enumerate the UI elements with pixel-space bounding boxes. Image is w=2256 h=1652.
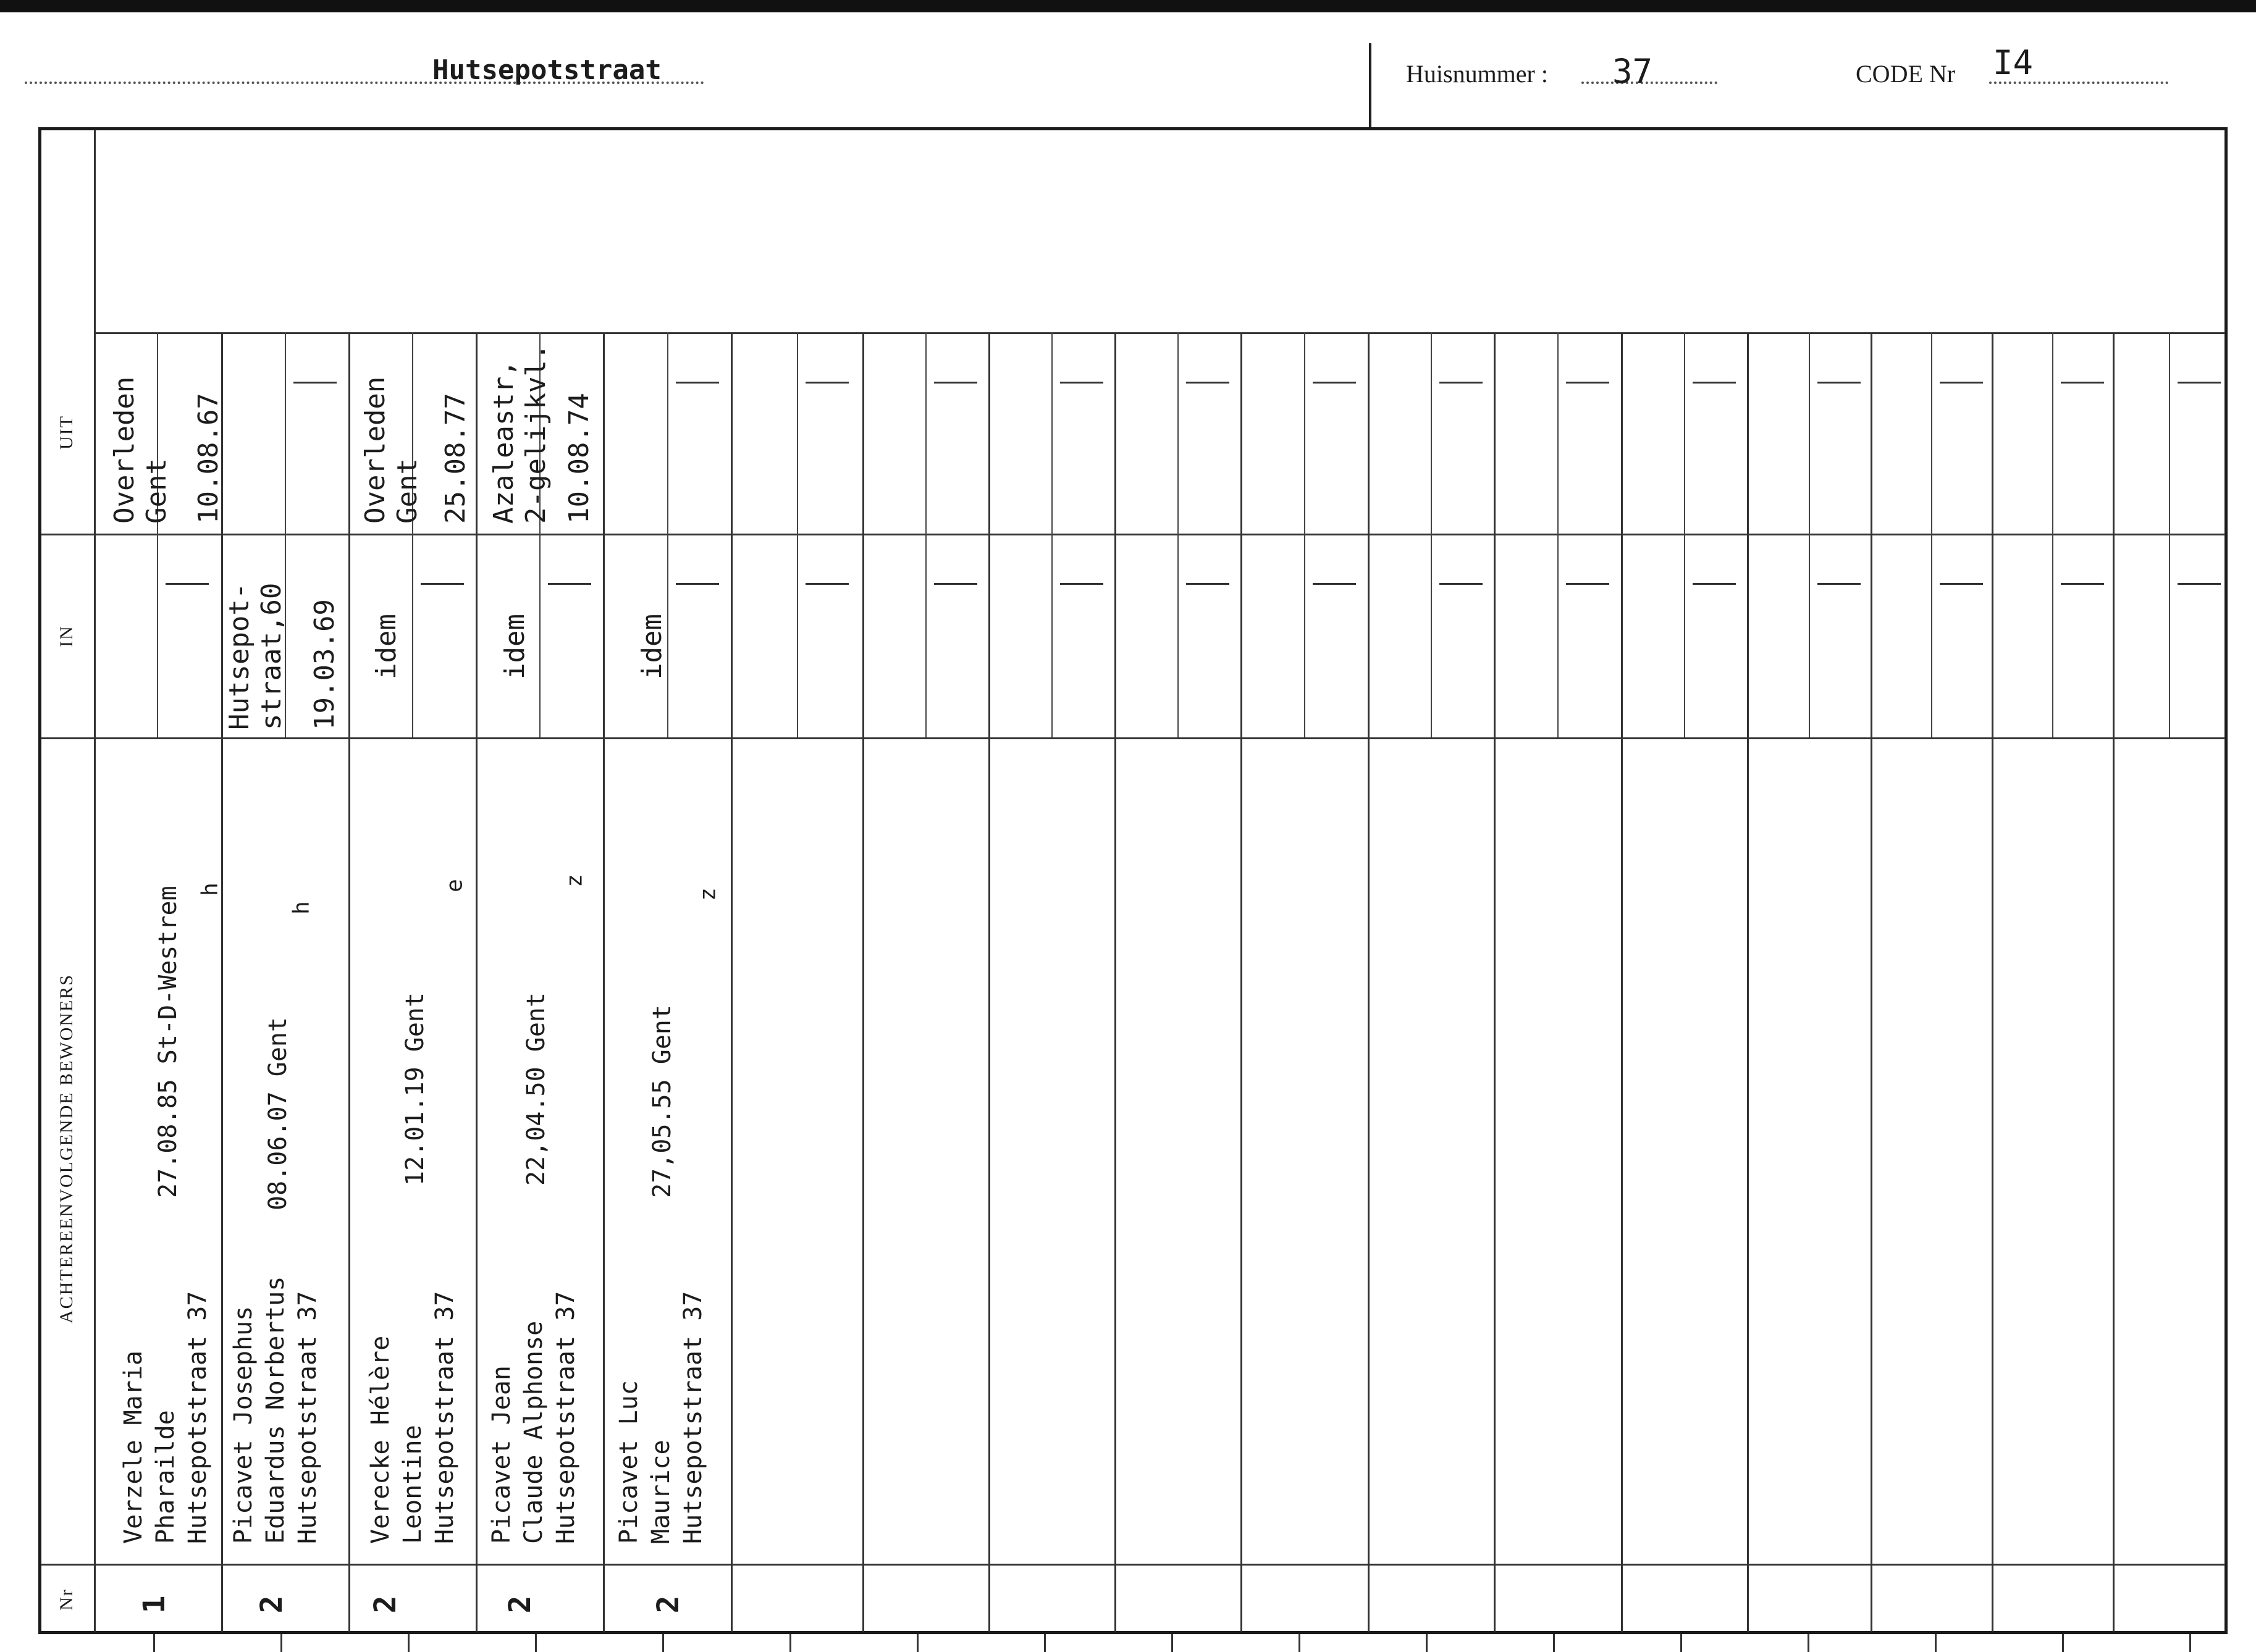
subcolumn-divider <box>1304 332 1305 534</box>
birth-date-place: 22,04.50 Gent <box>522 992 550 1186</box>
row-nr: 1 <box>137 1595 172 1614</box>
empty-dash <box>2178 583 2221 585</box>
resident-name-block <box>117 1291 214 1544</box>
resident-mark: z <box>695 887 721 901</box>
bottom-tick <box>1935 1634 1937 1652</box>
out-reason-line: Gent <box>392 458 423 524</box>
subcolumn-divider <box>1809 332 1810 534</box>
resident-mark: h <box>197 883 223 896</box>
empty-dash <box>1566 382 1609 384</box>
empty-dash <box>1817 583 1861 585</box>
empty-dash <box>421 583 464 585</box>
empty-dash <box>1940 382 1983 384</box>
resident-name-line: Leontine <box>398 1425 427 1544</box>
bottom-tick <box>1426 1634 1428 1652</box>
subcolumn-divider <box>157 534 158 737</box>
uit-in-divider <box>41 534 2225 535</box>
empty-dash <box>1439 382 1483 384</box>
out-reason-line: Overleden <box>109 376 140 524</box>
column-divider <box>348 332 350 1632</box>
empty-dash <box>2061 382 2104 384</box>
subcolumn-divider <box>2052 534 2053 737</box>
out-date: 10.08.74 <box>563 393 595 524</box>
resident-name-block <box>227 1277 324 1544</box>
out-reason-line: 2-gelijkvl. <box>520 343 552 524</box>
empty-dash <box>1817 382 1861 384</box>
bottom-tick <box>789 1634 791 1652</box>
bottom-tick <box>535 1634 537 1652</box>
header-separator <box>1369 43 1371 128</box>
bottom-tick <box>1680 1634 1682 1652</box>
in-origin <box>371 614 403 679</box>
out-reason <box>360 377 424 524</box>
empty-dash <box>293 382 337 384</box>
subcolumn-divider <box>2169 332 2170 534</box>
out-reason <box>109 377 173 524</box>
resident-name-block <box>613 1291 709 1544</box>
empty-dash <box>166 583 209 585</box>
out-date: 10.08.67 <box>193 393 224 524</box>
resident-mark: h <box>288 901 314 915</box>
empty-dash <box>1186 583 1229 585</box>
subcolumn-divider <box>1431 534 1432 737</box>
bottom-tick <box>1553 1634 1555 1652</box>
column-divider <box>1871 332 1872 1632</box>
column-divider <box>988 332 990 1632</box>
subcolumn-divider <box>1177 332 1179 534</box>
column-divider <box>2113 332 2115 1632</box>
code-label: CODE Nr <box>1856 60 1956 88</box>
empty-dash <box>1693 382 1736 384</box>
column-divider <box>1992 332 1993 1632</box>
empty-dash <box>934 583 977 585</box>
resident-name-line: Verzele Maria <box>119 1350 148 1544</box>
out-reason <box>488 344 552 524</box>
bottom-tick <box>1298 1634 1300 1652</box>
subcolumn-divider <box>1557 534 1559 737</box>
in-origin-line: straat,60 <box>256 582 287 730</box>
row-nr: 2 <box>368 1595 403 1614</box>
subcolumn-divider <box>667 332 668 534</box>
out-reason-line: Overleden <box>360 376 391 524</box>
nr-column-label: Nr <box>56 1588 77 1611</box>
code-value: I4 <box>1993 43 2034 82</box>
subcolumn-divider <box>797 332 798 534</box>
empty-dash <box>806 382 849 384</box>
resident-mark: z <box>562 874 587 887</box>
empty-dash <box>2061 583 2104 585</box>
subcolumn-divider <box>412 534 413 737</box>
residents-nr-divider <box>41 1564 2225 1566</box>
empty-dash <box>934 382 977 384</box>
in-residents-divider <box>41 737 2225 739</box>
in-column-label: IN <box>56 625 77 647</box>
subcolumn-divider <box>2052 332 2053 534</box>
resident-name-line: Eduardus Norbertus <box>261 1276 290 1544</box>
empty-dash <box>1940 583 1983 585</box>
subcolumn-divider <box>1684 332 1685 534</box>
subcolumn-divider <box>925 332 927 534</box>
resident-address-line: Hutsepotstraat 37 <box>679 1291 707 1544</box>
empty-dash <box>1693 583 1736 585</box>
row-nr: 2 <box>503 1595 537 1614</box>
resident-name-line: Picavet Josephus <box>229 1306 258 1544</box>
birth-date-place: 08.06.07 Gent <box>264 1017 292 1210</box>
row-nr: 2 <box>651 1595 686 1614</box>
subcolumn-divider <box>1051 332 1053 534</box>
residents-column-label: ACHTEREENVOLGENDE BEWONERS <box>56 973 77 1324</box>
in-origin-line: idem <box>371 614 402 679</box>
subcolumn-divider <box>1809 534 1810 737</box>
subcolumn-divider <box>1684 534 1685 737</box>
subcolumn-divider <box>1304 534 1305 737</box>
resident-name-block <box>486 1291 582 1544</box>
birth-date-place: 12.01.19 Gent <box>401 992 429 1186</box>
empty-dash <box>806 583 849 585</box>
bottom-tick <box>408 1634 410 1652</box>
subcolumn-divider <box>1051 534 1053 737</box>
bottom-tick <box>1808 1634 1809 1652</box>
in-origin <box>636 614 668 679</box>
empty-dash <box>1060 583 1103 585</box>
label-column-divider <box>94 130 96 1632</box>
subcolumn-divider <box>797 534 798 737</box>
street-name: Hutsepotstraat <box>432 54 662 86</box>
bottom-tick <box>1044 1634 1046 1652</box>
column-divider <box>731 332 733 1632</box>
column-divider <box>1114 332 1116 1632</box>
empty-dash <box>1060 382 1103 384</box>
top-border <box>0 0 2256 12</box>
house-number-label: Huisnummer : <box>1406 60 1548 88</box>
resident-name-line: Verecke Hélère <box>366 1335 395 1544</box>
subcolumn-divider <box>1931 332 1932 534</box>
subcolumn-divider <box>1931 534 1932 737</box>
in-origin-line: idem <box>636 614 668 679</box>
bottom-tick <box>280 1634 282 1652</box>
subcolumn-divider <box>539 534 541 737</box>
column-divider <box>1621 332 1623 1632</box>
column-divider <box>1494 332 1496 1632</box>
in-origin-line: Hutsepot- <box>224 582 255 730</box>
resident-address-line: Hutsepotstraat 37 <box>552 1291 580 1544</box>
resident-mark: e <box>442 879 468 892</box>
house-number-value: 37 <box>1612 52 1653 91</box>
in-origin-line: idem <box>499 614 531 679</box>
resident-name-line: Picavet Jean <box>487 1365 516 1544</box>
column-divider <box>1240 332 1242 1632</box>
bottom-tick <box>2189 1634 2191 1652</box>
subcolumn-divider <box>2169 534 2170 737</box>
column-divider <box>476 332 478 1632</box>
birth-date-place: 27,05.55 Gent <box>648 1004 676 1198</box>
subcolumn-divider <box>1177 534 1179 737</box>
bottom-tick <box>1171 1634 1173 1652</box>
column-divider <box>1368 332 1370 1632</box>
birth-date-place: 27.08.85 St-D-Westrem <box>154 886 182 1198</box>
resident-name-line: Maurice <box>647 1440 675 1544</box>
bottom-tick <box>662 1634 664 1652</box>
resident-name-line: Pharailde <box>151 1410 180 1544</box>
resident-address-line: Hutsepotstraat 37 <box>431 1291 459 1544</box>
subcolumn-divider <box>1557 332 1559 534</box>
column-divider <box>221 332 223 1632</box>
empty-dash <box>1313 583 1356 585</box>
resident-name-line: Claude Alphonse <box>520 1320 548 1544</box>
row-nr: 2 <box>255 1595 289 1614</box>
column-divider <box>862 332 864 1632</box>
subcolumn-divider <box>925 534 927 737</box>
bottom-tick <box>2062 1634 2064 1652</box>
in-date: 19.03.69 <box>309 599 340 730</box>
out-date: 25.08.77 <box>440 393 471 524</box>
subcolumn-divider <box>1431 332 1432 534</box>
uit-column-label: UIT <box>56 415 77 450</box>
empty-dash <box>676 583 719 585</box>
resident-name-block <box>364 1291 461 1544</box>
empty-dash <box>1186 382 1229 384</box>
empty-dash <box>2178 382 2221 384</box>
column-divider <box>1747 332 1749 1632</box>
in-origin <box>499 614 531 679</box>
empty-dash <box>1566 583 1609 585</box>
bottom-tick <box>917 1634 919 1652</box>
resident-name-line: Picavet Luc <box>615 1380 643 1544</box>
resident-address-line: Hutsepotstraat 37 <box>293 1291 322 1544</box>
bottom-tick <box>153 1634 155 1652</box>
empty-dash <box>1313 382 1356 384</box>
column-divider <box>603 332 605 1632</box>
top-blank-divider <box>94 332 2225 334</box>
out-reason-line: Gent <box>141 458 172 524</box>
empty-dash <box>676 382 719 384</box>
resident-address-line: Hutsepotstraat 37 <box>183 1291 212 1544</box>
empty-dash <box>1439 583 1483 585</box>
subcolumn-divider <box>285 332 286 534</box>
in-origin <box>224 583 288 730</box>
empty-dash <box>548 583 591 585</box>
out-reason-line: Azaleastr, <box>488 360 520 524</box>
